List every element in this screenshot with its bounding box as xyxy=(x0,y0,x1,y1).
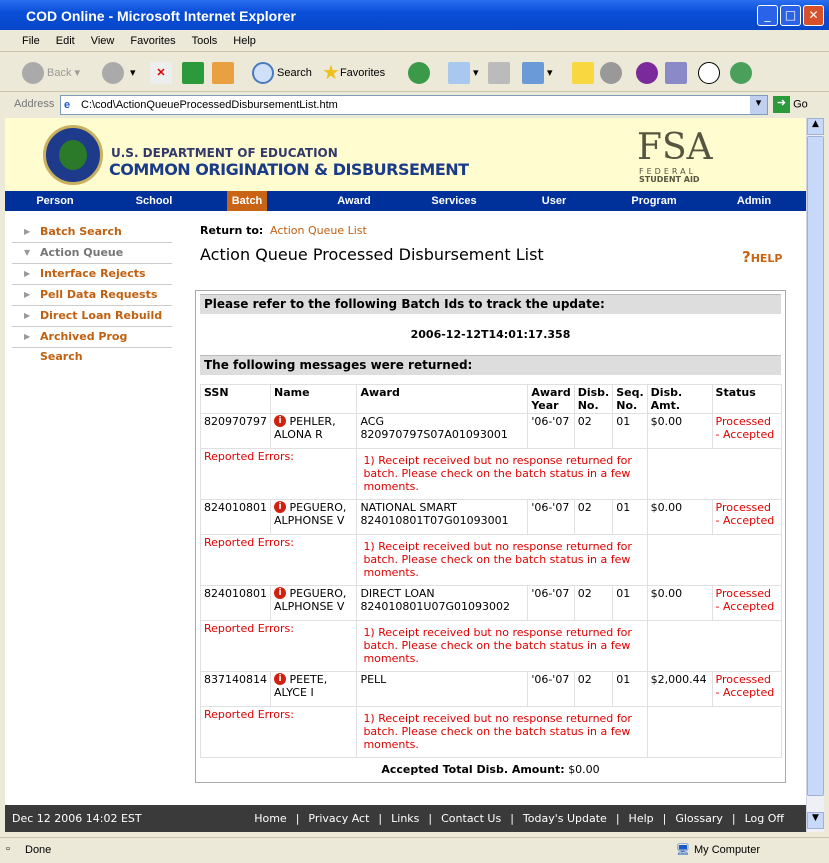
title-bar xyxy=(0,0,829,30)
status-text: Done xyxy=(25,844,52,856)
sidebar-item-batch-search[interactable]: ▶ Batch Search xyxy=(12,222,172,243)
footer-link-privacy-act[interactable]: Privacy Act xyxy=(308,812,370,825)
error-row xyxy=(201,535,782,586)
footer-link-log-off[interactable]: Log Off xyxy=(744,812,784,825)
error-row xyxy=(201,449,782,500)
return-label: Return to: xyxy=(200,224,264,237)
go-button[interactable]: ➜ Go xyxy=(773,96,808,113)
col-disb-no: Disb. No. xyxy=(574,385,613,414)
menu-help[interactable]: Help xyxy=(233,35,256,47)
menu-view[interactable]: View xyxy=(90,35,115,47)
address-bar xyxy=(0,92,829,118)
dept-seal-logo xyxy=(43,125,103,185)
ssn: 824010801 xyxy=(201,500,271,535)
refresh-icon xyxy=(182,62,204,84)
sidebar-item-direct-loan-rebuild[interactable]: ▶ Direct Loan Rebuild xyxy=(12,306,172,327)
media-icon xyxy=(600,62,622,84)
separator: | xyxy=(295,812,300,825)
menu-favorites[interactable]: Favorites xyxy=(130,35,176,47)
disb-no: 02 xyxy=(574,500,613,535)
table-row xyxy=(201,672,782,707)
sidebar-item-interface-rejects[interactable]: ▶ Interface Rejects xyxy=(12,264,172,285)
help-icon: ? xyxy=(742,248,751,266)
batch-id: 2006-12-12T14:01:17.358 xyxy=(410,328,571,341)
window-title: COD Online - Microsoft Internet Explorer xyxy=(26,8,296,24)
error-row xyxy=(201,707,782,758)
separator: | xyxy=(510,812,514,825)
yahoo-icon xyxy=(636,62,658,84)
disb-no: 02 xyxy=(574,586,613,621)
award-year: '06-'07 xyxy=(528,500,574,535)
ssn: 824010801 xyxy=(201,586,271,621)
search-button[interactable]: Search xyxy=(252,62,312,84)
disb-amt: $2,000.44 xyxy=(647,672,712,707)
messenger-icon xyxy=(730,62,752,84)
ie-page-icon: e xyxy=(64,99,71,111)
total-row xyxy=(196,763,785,776)
footer-link-home[interactable]: Home xyxy=(254,812,287,825)
status: Processed - Accepted xyxy=(712,672,781,707)
site-header xyxy=(5,118,806,191)
error-message: 1) Receipt received but no response returned for batch. Please check on the batch status in a few moments. xyxy=(357,449,647,500)
menu-bar xyxy=(0,30,829,52)
address-label: Address xyxy=(14,98,55,110)
note-icon xyxy=(572,62,594,84)
scroll-thumb[interactable] xyxy=(807,136,824,796)
award-type: DIRECT LOAN xyxy=(360,587,435,600)
info-icon[interactable]: i xyxy=(274,501,286,513)
zone-text: My Computer xyxy=(694,844,761,856)
fsa-logo-sub2: STUDENT AID xyxy=(639,175,700,184)
menu-file[interactable]: File xyxy=(22,35,40,47)
system-name: COMMON ORIGINATION & DISBURSEMENT xyxy=(109,160,469,179)
aim-icon xyxy=(698,62,720,84)
name-cell xyxy=(271,500,357,535)
name-cell xyxy=(271,672,357,707)
col-award-year: Award Year xyxy=(528,385,574,414)
menu-tools[interactable]: Tools xyxy=(191,35,218,47)
yahoo-button[interactable] xyxy=(636,62,661,84)
fsa-logo: FSA xyxy=(637,127,713,168)
address-input[interactable]: e C:\cod\ActionQueueProcessedDisbursementList.htm ▾ xyxy=(60,95,768,115)
page-title: Action Queue Processed Disbursement List xyxy=(200,245,544,264)
reported-errors-label: Reported Errors: xyxy=(201,707,357,758)
disb-amt: $0.00 xyxy=(647,586,712,621)
student-name: PEHLER, ALONA R xyxy=(274,415,336,441)
footer-link-contact-us[interactable]: Contact Us xyxy=(441,812,502,825)
disb-amt: $0.00 xyxy=(647,500,712,535)
col-name: Name xyxy=(271,385,357,414)
nav-program[interactable]: Program xyxy=(631,195,677,207)
nav-admin[interactable]: Admin xyxy=(736,195,772,207)
edit-icon xyxy=(522,62,544,84)
go-arrow-icon: ➜ xyxy=(773,96,790,113)
award-cell xyxy=(357,500,528,535)
aim-button[interactable] xyxy=(698,62,723,84)
page-content xyxy=(5,118,806,832)
name-cell xyxy=(271,414,357,449)
ssn: 837140814 xyxy=(201,672,271,707)
status: Processed - Accepted xyxy=(712,414,781,449)
forward-button[interactable]: ▾ xyxy=(102,62,136,84)
separator: | xyxy=(731,812,736,825)
sidebar-item-action-queue[interactable]: ▼ Action Queue xyxy=(12,243,172,264)
scroll-down-button[interactable]: ▼ xyxy=(807,812,824,829)
nav-person[interactable]: Person xyxy=(36,195,74,207)
nav-services[interactable]: Services xyxy=(431,195,477,207)
search-icon xyxy=(252,62,274,84)
nav-school[interactable]: School xyxy=(135,195,173,207)
error-message: 1) Receipt received but no response returned for batch. Please check on the batch status in a few moments. xyxy=(357,621,647,672)
disbursement-table xyxy=(200,384,782,758)
seq-no: 01 xyxy=(613,672,647,707)
award-year: '06-'07 xyxy=(528,672,574,707)
scroll-up-button[interactable]: ▲ xyxy=(807,118,824,135)
award-id: 824010801T07G01093001 xyxy=(360,514,509,527)
footer-link-today-s-update[interactable]: Today's Update xyxy=(522,812,607,825)
footer-links xyxy=(254,812,784,825)
vertical-scrollbar[interactable] xyxy=(806,118,824,832)
reported-errors-label: Reported Errors: xyxy=(201,621,357,672)
stop-icon: ✕ xyxy=(150,62,172,84)
maximize-button[interactable]: □ xyxy=(780,5,801,26)
mail-button[interactable]: ▾ xyxy=(448,62,479,84)
student-name: PEETE, ALYCE I xyxy=(274,673,328,699)
table-row xyxy=(201,500,782,535)
close-button[interactable]: ✕ xyxy=(803,5,824,26)
sidebar-item-archived-prog-search[interactable]: ▶ Archived Prog Search xyxy=(12,327,172,348)
footer xyxy=(5,805,806,832)
back-button[interactable]: Back ▾ xyxy=(22,62,80,84)
total-label: Accepted Total Disb. Amount: xyxy=(381,763,565,776)
footer-link-help[interactable]: Help xyxy=(628,812,654,825)
nav-user[interactable]: User xyxy=(541,195,567,207)
print-icon xyxy=(488,62,510,84)
award-type: PELL xyxy=(360,673,387,686)
history-icon xyxy=(408,62,430,84)
col-disb-amt: Disb. Amt. xyxy=(647,385,712,414)
messages-header: The following messages were returned: xyxy=(200,355,781,375)
award-id: 820970797S07A01093001 xyxy=(360,428,508,441)
edit-button[interactable]: ▾ xyxy=(522,62,553,84)
disb-amt: $0.00 xyxy=(647,414,712,449)
separator: | xyxy=(378,812,383,825)
history-button[interactable] xyxy=(408,62,433,84)
seq-no: 01 xyxy=(613,414,647,449)
info-icon[interactable]: i xyxy=(274,673,286,685)
return-link[interactable]: Action Queue List xyxy=(270,224,367,237)
computer-icon: 🖥 xyxy=(676,844,690,856)
col-status: Status xyxy=(712,385,781,414)
table-header-row xyxy=(201,385,782,414)
results-panel xyxy=(195,290,786,783)
help-link[interactable]: ?HELP xyxy=(742,248,783,266)
error-message: 1) Receipt received but no response returned for batch. Please check on the batch status in a few moments. xyxy=(357,707,647,758)
mail-icon xyxy=(448,62,470,84)
refresh-button[interactable] xyxy=(182,62,207,84)
research-icon xyxy=(665,62,687,84)
toolbar xyxy=(0,52,829,92)
batch-message: Please refer to the following Batch Ids to track the update: xyxy=(200,294,781,314)
dept-name: U.S. DEPARTMENT OF EDUCATION xyxy=(111,146,338,160)
name-cell xyxy=(271,586,357,621)
col-award: Award xyxy=(357,385,528,414)
home-button[interactable] xyxy=(212,62,237,84)
separator: | xyxy=(428,812,433,825)
separator: | xyxy=(615,812,620,825)
disb-no: 02 xyxy=(574,414,613,449)
nav-batch[interactable]: Batch xyxy=(227,191,267,211)
total-amount: $0.00 xyxy=(568,763,600,776)
home-icon xyxy=(212,62,234,84)
ssn: 820970797 xyxy=(201,414,271,449)
error-row xyxy=(201,621,782,672)
reported-errors-label: Reported Errors: xyxy=(201,449,357,500)
separator: | xyxy=(662,812,667,825)
student-name: PEGUERO, ALPHONSE V xyxy=(274,587,347,613)
print-button[interactable] xyxy=(488,62,513,84)
award-year: '06-'07 xyxy=(528,414,574,449)
research-button[interactable] xyxy=(665,62,690,84)
award-id: 824010801U07G01093002 xyxy=(360,600,510,613)
table-row xyxy=(201,586,782,621)
award-cell xyxy=(357,414,528,449)
back-arrow-icon xyxy=(22,62,44,84)
menu-edit[interactable]: Edit xyxy=(55,35,75,47)
seq-no: 01 xyxy=(613,500,647,535)
award-cell xyxy=(357,586,528,621)
col-ssn: SSN xyxy=(201,385,271,414)
status: Processed - Accepted xyxy=(712,586,781,621)
nav-award[interactable]: Award xyxy=(337,195,371,207)
page-icon: ▫ xyxy=(6,843,10,855)
info-icon[interactable]: i xyxy=(274,587,286,599)
award-type: NATIONAL SMART xyxy=(360,501,457,514)
notes-button[interactable] xyxy=(572,62,597,84)
award-year: '06-'07 xyxy=(528,586,574,621)
disb-no: 02 xyxy=(574,672,613,707)
student-name: PEGUERO, ALPHONSE V xyxy=(274,501,347,527)
award-cell xyxy=(357,672,528,707)
footer-link-links[interactable]: Links xyxy=(391,812,420,825)
messenger-button[interactable] xyxy=(730,62,755,84)
error-message: 1) Receipt received but no response returned for batch. Please check on the batch status in a few moments. xyxy=(357,535,647,586)
footer-link-glossary[interactable]: Glossary xyxy=(675,812,723,825)
reported-errors-label: Reported Errors: xyxy=(201,535,357,586)
col-seq-no: Seq. No. xyxy=(613,385,647,414)
status: Processed - Accepted xyxy=(712,500,781,535)
footer-datetime: Dec 12 2006 14:02 EST xyxy=(12,812,142,825)
sidebar-item-pell-data-requests[interactable]: ▶ Pell Data Requests xyxy=(12,285,172,306)
address-dropdown[interactable]: ▾ xyxy=(750,96,767,114)
favorites-button[interactable]: ★Favorites xyxy=(322,62,386,85)
minimize-button[interactable]: _ xyxy=(757,5,778,26)
table-row xyxy=(201,414,782,449)
status-bar xyxy=(0,837,829,863)
fsa-logo-sub: FEDERAL xyxy=(639,167,697,176)
forward-arrow-icon xyxy=(102,62,124,84)
star-icon: ★ xyxy=(322,62,340,85)
seq-no: 01 xyxy=(613,586,647,621)
info-icon[interactable]: i xyxy=(274,415,286,427)
stop-button[interactable] xyxy=(150,62,175,84)
award-type: ACG xyxy=(360,415,384,428)
media-button[interactable] xyxy=(600,62,625,84)
main-nav xyxy=(5,191,806,211)
